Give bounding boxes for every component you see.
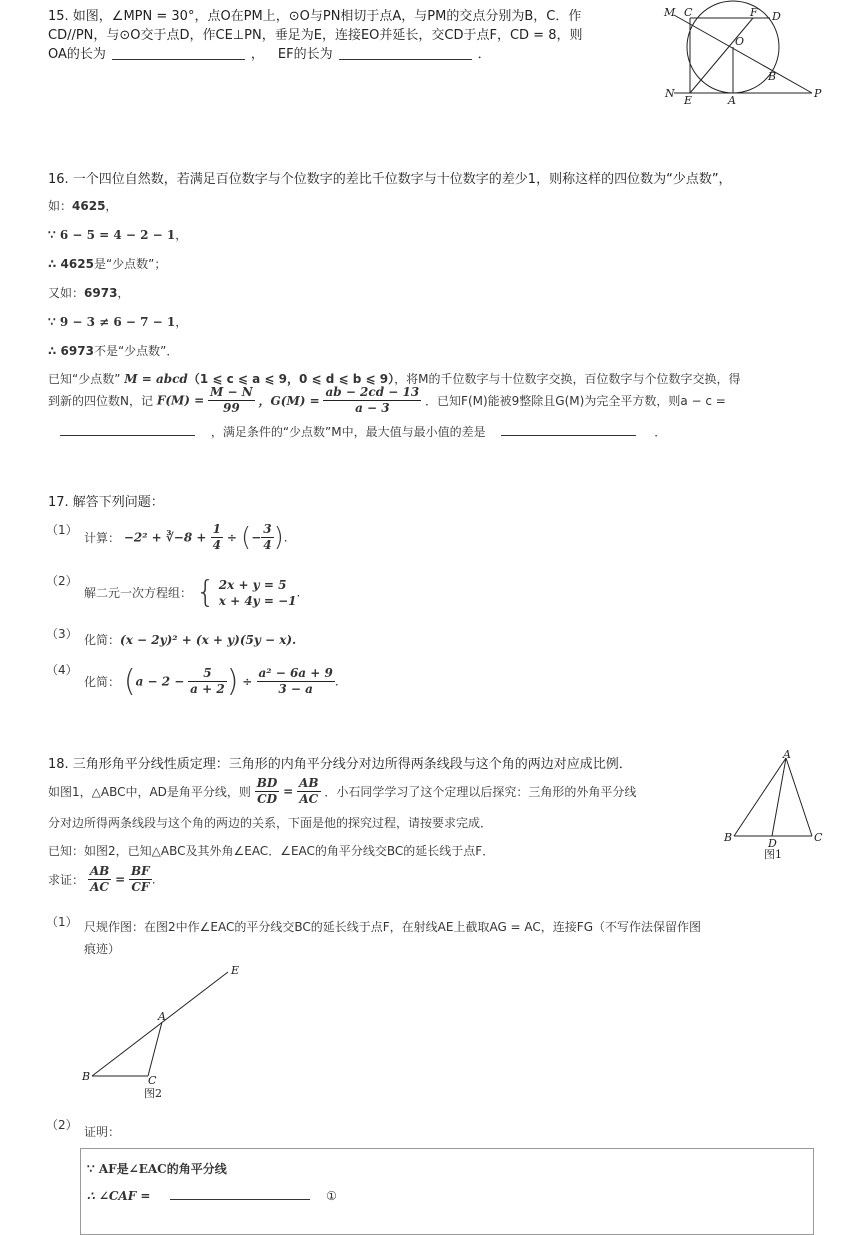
- q15-ef-label: EF的长为: [277, 47, 333, 62]
- q18-figure-1: [720, 748, 830, 866]
- q18-part1-number: （1）: [46, 915, 78, 929]
- q16-fm-fraction: $\frac{M - N}{99}$: [210, 385, 253, 415]
- q18-prove: 求证： $\frac{AB}{AC}$ = $\frac{BF}{CF}$ .: [48, 864, 156, 894]
- q18-paragraph1: 如图1，△ABC中，AD是角平分线，则 $\frac{BD}{CD}$ = $\frac{AB}{AC}$ ．小石同学学习了这个定理以后探究：三角形的外角平分线: [48, 776, 637, 806]
- q17-title: 17. 解答下列问题：: [48, 495, 164, 510]
- q16-because1: ∵ 6 − 5 = 4 − 2 − 1，: [48, 228, 188, 242]
- q16-title: 16. 一个四位自然数，若满足百位数字与个位数字的差比千位数字与十位数字的差少1，则称这样的四位数为“少点数”，: [48, 172, 732, 187]
- q18-part1-line1: 尺规作图：在图2中作∠EAC的平分线交BC的延长线于点F，在射线AE上截取AG = AC，连接FG（不写作法保留作图: [84, 920, 702, 934]
- fig1-caption: 图1: [764, 848, 782, 861]
- label-b: B: [768, 70, 777, 83]
- svg-text:C: C: [148, 1074, 157, 1087]
- q16-therefore2: ∴ 6973不是“少点数”．: [48, 344, 179, 358]
- q18-part2-number: （2）: [46, 1118, 78, 1132]
- q16-answer-blank-2[interactable]: [501, 434, 636, 436]
- q16-because2: ∵ 9 − 3 ≠ 6 − 7 − 1，: [48, 315, 188, 329]
- q17-part3-number: （3）: [46, 627, 78, 641]
- proof-blank-1[interactable]: [170, 1198, 310, 1200]
- q18-paragraph2: 分对边所得两条线段与这个角的两边的关系，下面是他的探究过程，请按要求完成．: [48, 816, 493, 830]
- q15-line1: 15. 如图，∠MPN = 30°，点O在PM上，⊙O与PN相切于点A，与PM的交点分别为B，C．作: [48, 9, 582, 24]
- q17-part1: 计算： −2² + ∛−8 + $\frac{1}{4}$ ÷ (− $\frac{3}{4}$ ).: [84, 522, 288, 553]
- q17-part2: 解二元一次方程组： { 2x + y = 5 x + 4y = −1 .: [84, 575, 301, 610]
- svg-text:B: B: [724, 831, 733, 844]
- q16-example1: 如：4625，: [48, 199, 118, 213]
- label-p: P: [814, 87, 822, 100]
- proof-line2: ∴ ∠CAF = ①: [87, 1189, 337, 1203]
- q18-figure-2: [78, 962, 248, 1104]
- q17-part1-number: （1）: [46, 523, 78, 537]
- svg-text:A: A: [783, 748, 791, 761]
- proof-box: [80, 1148, 814, 1235]
- q16-example2: 又如：6973，: [48, 286, 130, 300]
- q17-part4-number: （4）: [46, 663, 78, 677]
- label-a: A: [728, 94, 736, 107]
- q17-part4: 化简： (a − 2 − $\frac{5}{a + 2}$ ) ÷ $\frac{\text{a² − 6a + 9}}{3 - a}$ .: [84, 664, 339, 699]
- q18-part1-line2: 痕迹）: [84, 942, 121, 956]
- svg-text:D: D: [768, 837, 777, 850]
- svg-text:C: C: [814, 831, 823, 844]
- label-f: F: [750, 6, 758, 19]
- q16-therefore1: ∴ 4625是“少点数”；: [48, 257, 167, 271]
- q17-part2-number: （2）: [46, 574, 78, 588]
- q17-part3: 化简：(x − 2y)² + (x + y)(5y − x).: [84, 633, 297, 647]
- svg-text:E: E: [231, 964, 240, 977]
- q15-answer-blank-1[interactable]: [112, 58, 245, 60]
- label-o: O: [735, 35, 745, 48]
- label-d: D: [772, 10, 781, 23]
- q15-line2: CD//PN，与⊙O交于点D，作CE⊥PN，垂足为E，连接EO并延长，交CD于点F，CD = 8，则: [48, 28, 583, 43]
- q18-part2-label: 证明：: [84, 1125, 121, 1139]
- fig2-caption: 图2: [144, 1087, 162, 1100]
- svg-text:A: A: [158, 1010, 166, 1023]
- label-m: M: [664, 6, 676, 19]
- q18-title: 18. 三角形角平分线性质定理：三角形的内角平分线分对边所得两条线段与这个角的两边对应成比例．: [48, 757, 632, 772]
- label-n: N: [665, 87, 675, 100]
- label-e: E: [684, 94, 693, 107]
- q15-oa-label: OA的长为: [48, 47, 106, 62]
- q15-figure: [660, 0, 830, 110]
- q16-answer-blank-1[interactable]: [60, 434, 195, 436]
- q16-known-line1: 已知“少点数” M = abcd（1 ⩽ c ⩽ a ⩽ 9，0 ⩽ d ⩽ b ⩽ 9），将M的千位数字与十位数字交换，百位数字与个位数字交换，得: [48, 372, 741, 386]
- line-mp: [674, 15, 812, 93]
- proof-line1: ∵ AF是∠EAC的角平分线: [87, 1162, 227, 1176]
- q15-line3: OA的长为 ， EF的长为 ．: [48, 47, 491, 62]
- q16-known-line2: 到新的四位数N，记 F(M) = $\frac{M - N}{99}$ ，G(M) = $\frac{ab - 2cd - 13}{a - 3}$ ．已知F(M)能被9整除且G(M)为完全平方数，则a − c =: [48, 385, 726, 415]
- svg-text:B: B: [82, 1070, 91, 1083]
- q18-paragraph3: 已知：如图2，已知△ABC及其外角∠EAC．∠EAC的角平分线交BC的延长线于点F．: [48, 844, 495, 858]
- label-c: C: [684, 6, 693, 19]
- q16-known-line3: ，满足条件的“少点数”M中，最大值与最小值的差是 ．: [60, 423, 666, 440]
- q16-gm-fraction: $\frac{ab - 2cd - 13}{a - 3}$: [325, 385, 420, 415]
- q15-answer-blank-2[interactable]: [339, 58, 472, 60]
